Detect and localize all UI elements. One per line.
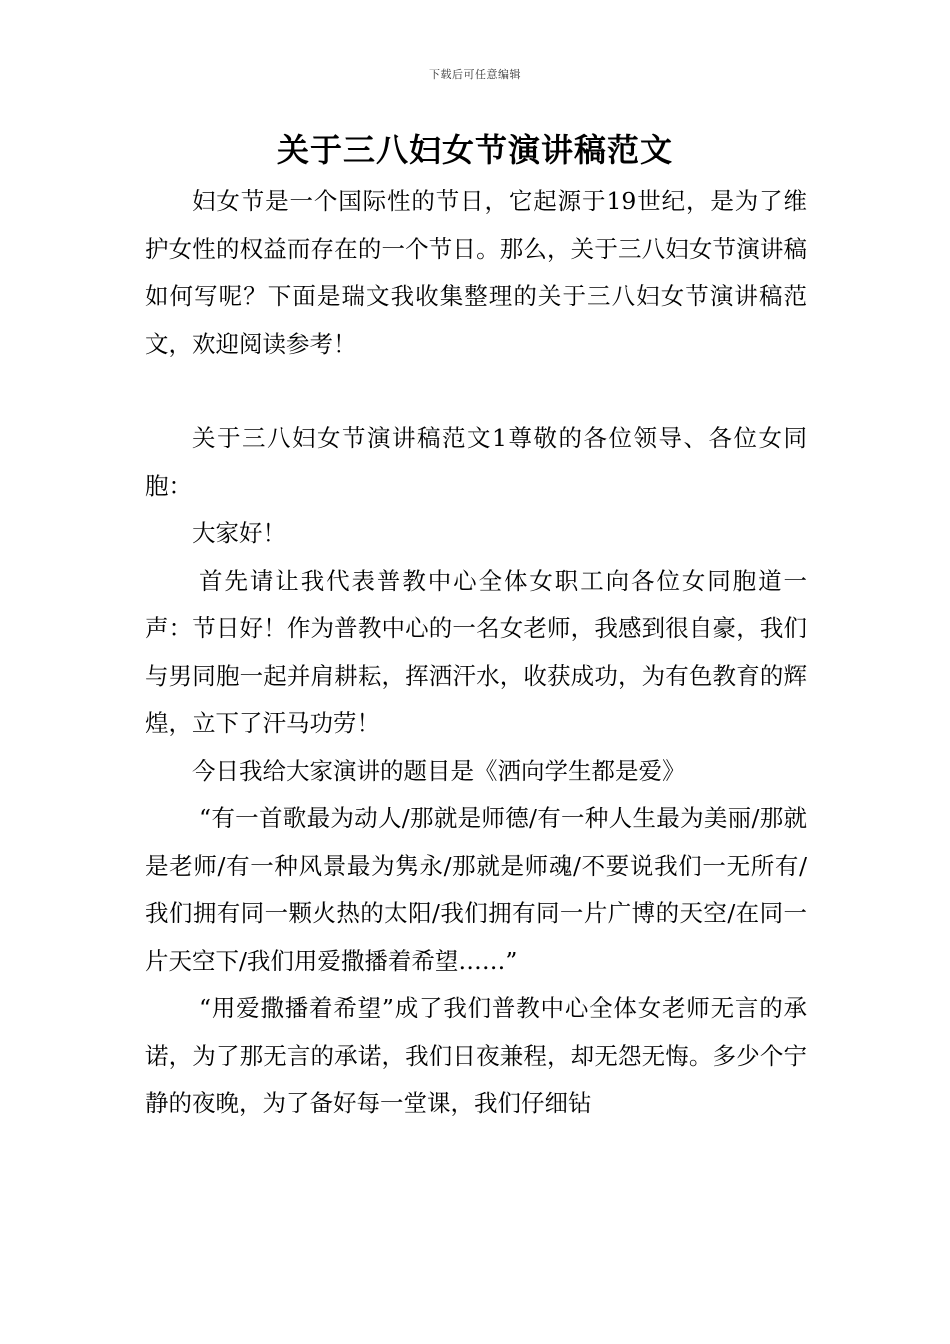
topic-paragraph: 今日我给大家演讲的题目是《洒向学生都是爱》 — [192, 756, 686, 785]
page-header-note: 下载后可任意编辑 — [429, 68, 521, 81]
document-title: 关于三八妇女节演讲稿范文 — [276, 131, 673, 169]
document-body — [145, 178, 807, 1128]
body-paragraph: 首先请让我代表普教中心全体女职工向各位女同胞道一声：节日好！作为普教中心的一名女老师，我感到很自豪，我们与男同胞一起并肩耕耘，挥洒汗水，收获成功，为有色教育的辉煌，立下了汗马功劳！ — [145, 566, 807, 737]
greeting-paragraph: 大家好！ — [192, 519, 286, 547]
poem-paragraph: “有一首歌最为动人/那就是师德/有一种人生最为美丽/那就是老师/有一种风景最为隽永/那就是师魂/不要说我们一无所有/我们拥有同一颗火热的太阳/我们拥有同一片广博的天空/在同一片天空下/我们用爱撒播着希望……” — [145, 804, 807, 975]
intro-paragraph: 妇女节是一个国际性的节日，它起源于19世纪，是为了维护女性的权益而存在的一个节日。那么，关于三八妇女节演讲稿如何写呢？下面是瑞文我收集整理的关于三八妇女节演讲稿范文，欢迎阅读参考！ — [145, 187, 807, 358]
body-paragraph: “用爱撒播着希望”成了我们普教中心全体女老师无言的承诺，为了那无言的承诺，我们日夜兼程，却无怨无悔。多少个宁静的夜晚，为了备好每一堂课，我们仔细钻 — [145, 994, 807, 1117]
speech-heading-paragraph: 关于三八妇女节演讲稿范文1尊敬的各位领导、各位女同胞： — [145, 424, 807, 500]
